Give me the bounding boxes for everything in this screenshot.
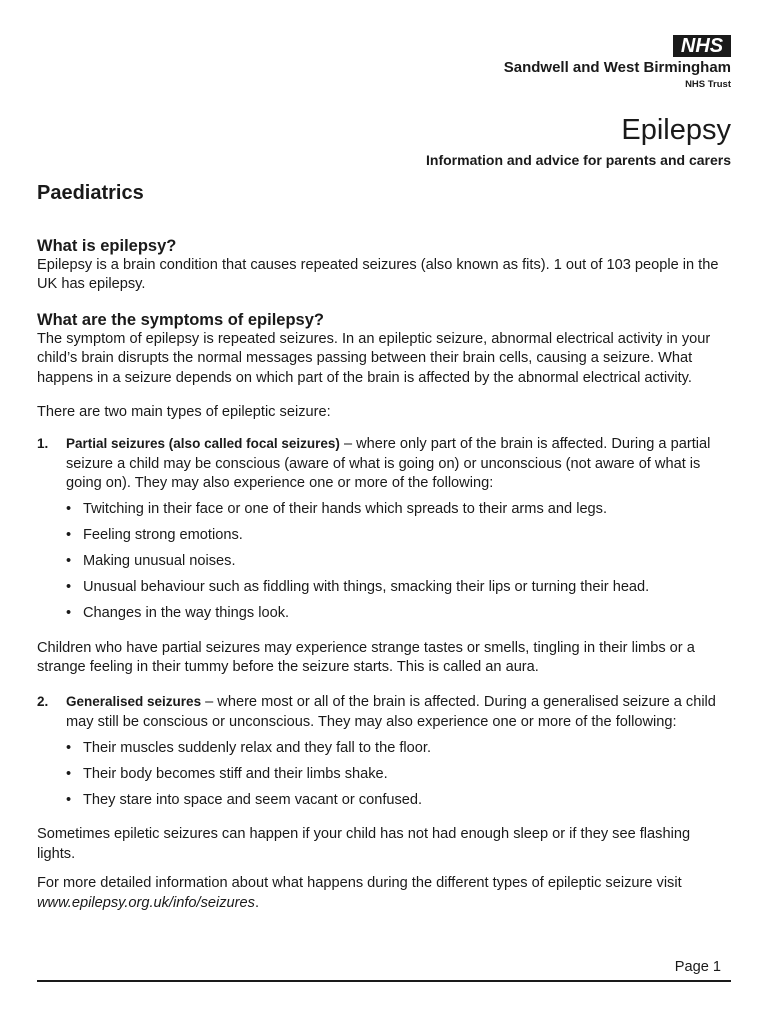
list-item: • Their muscles suddenly relax and they fall to the floor.: [66, 739, 731, 758]
bullet-icon: •: [66, 527, 72, 544]
section-title: Paediatrics: [37, 182, 144, 204]
document-body: [37, 236, 731, 913]
bullet-icon: •: [66, 605, 72, 622]
types-intro: There are two main types of epileptic seizure:: [37, 404, 331, 421]
generalised-symptoms-list: [37, 739, 731, 810]
generalised-seizures-item: [37, 692, 731, 732]
bullet-icon: •: [66, 739, 72, 756]
list-item: • Changes in the way things look.: [66, 604, 731, 623]
nhs-logo: NHS: [673, 35, 731, 57]
symptoms-paragraph: The symptom of epilepsy is repeated seizures. In an epileptic seizure, abnormal electrical activity in your child’s brain disrupts the normal messages passing between their brain cells, causing a seizure. What happens in a seizure depends on which part of the brain is affected by the abnormal electrical activity.: [37, 330, 711, 386]
partial-seizures-text: [66, 434, 731, 493]
triggers-paragraph: Sometimes epiletic seizures can happen if your child has not had enough sleep or if they see flashing lights.: [37, 826, 691, 862]
document-title: Epilepsy: [621, 114, 731, 146]
bullet-icon: •: [66, 791, 72, 808]
partial-symptoms-list: [37, 500, 731, 623]
document-page: [37, 0, 731, 1024]
seizures-info-link[interactable]: www.epilepsy.org.uk/info/seizures: [37, 894, 255, 911]
item-number: 2.: [37, 694, 49, 710]
footer-divider: [37, 980, 731, 982]
symptoms-heading: What are the symptoms of epilepsy?: [37, 310, 324, 329]
partial-seizures-lead: Partial seizures (also called focal seizures): [66, 436, 340, 452]
partial-seizures-item: [37, 434, 731, 493]
bullet-icon: •: [66, 579, 72, 596]
generalised-seizures-lead: Generalised seizures: [66, 694, 202, 710]
aura-paragraph: Children who have partial seizures may experience strange tastes or smells, tingling in their limbs or a strange feeling in their tummy before the seizure starts. This is called an aura.: [37, 639, 695, 676]
more-info-paragraph: For more detailed information about what happens during the different types of epileptic seizure visit www.epilepsy.org.uk/info/seizures.: [37, 875, 682, 911]
generalised-seizures-text: [66, 692, 731, 732]
list-item: • Unusual behaviour such as fiddling with things, smacking their lips or turning their head.: [66, 578, 731, 597]
what-is-heading: What is epilepsy?: [37, 237, 177, 255]
list-item: • They stare into space and seem vacant or confused.: [66, 791, 731, 810]
trust-subtitle: NHS Trust: [685, 79, 731, 90]
trust-name: Sandwell and West Birmingham: [503, 59, 731, 76]
page-number: Page 1: [674, 959, 721, 975]
list-item: • Feeling strong emotions.: [66, 526, 731, 545]
what-is-paragraph: Epilepsy is a brain condition that causes repeated seizures (also known as fits). 1 out of 103 people in the UK has epilepsy.: [37, 257, 719, 293]
bullet-icon: •: [66, 501, 72, 518]
bullet-icon: •: [66, 765, 72, 782]
document-subtitle: Information and advice for parents and carers: [426, 152, 731, 168]
item-number: 1.: [37, 436, 49, 452]
generalised-seizures-desc: – where most or all of the brain is affected. During a generalised seizure a child may still be conscious or unconscious. They may also experience one or more of the following:: [66, 694, 716, 730]
list-item: • Twitching in their face or one of their hands which spreads to their arms and legs.: [66, 500, 731, 519]
list-item: • Making unusual noises.: [66, 552, 731, 571]
partial-seizures-desc: – where only part of the brain is affected. During a partial seizure a child may be conscious (aware of what is going on) or unconscious (not aware of what is going on). They may also experience one or more of the following:: [66, 436, 711, 492]
list-item: • Their body becomes stiff and their limbs shake.: [66, 765, 731, 784]
bullet-icon: •: [66, 553, 72, 570]
